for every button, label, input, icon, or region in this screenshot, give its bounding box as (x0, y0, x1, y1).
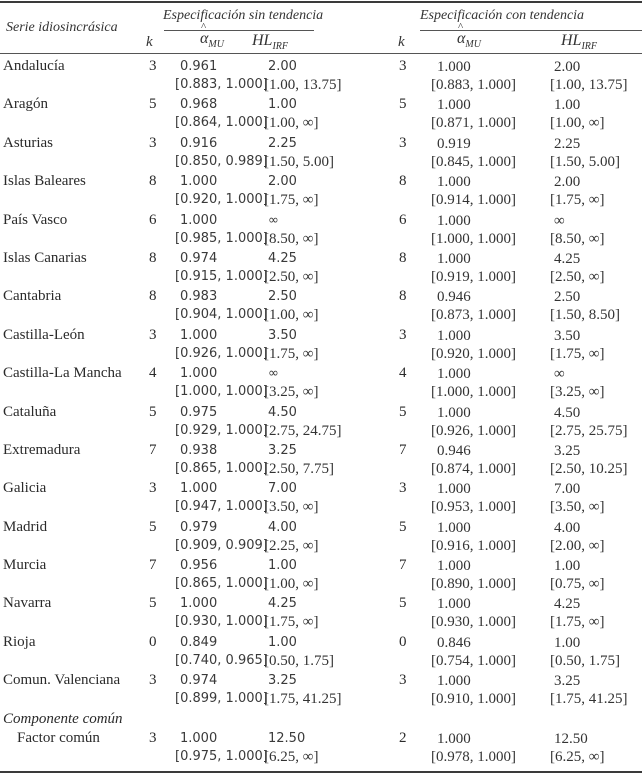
row-name: Factor común (17, 729, 100, 746)
alpha-symbol: ^ α (457, 30, 465, 48)
alpha-con-ci: [1.000, 1.000] (431, 384, 516, 401)
alpha-subscript: MU (208, 39, 224, 51)
k-sin: 5 (149, 96, 157, 113)
alpha-sin: 0.938 (180, 442, 218, 458)
header-k-con: k (398, 34, 405, 50)
row-name: Aragón (3, 96, 48, 113)
table-row (0, 517, 642, 555)
k-con: 3 (399, 58, 407, 74)
alpha-sin: 0.916 (180, 135, 218, 151)
hl-subscript: IRF (272, 41, 288, 53)
alpha-sin-ci: [0.985, 1.000] (175, 230, 268, 246)
alpha-sin: 0.975 (180, 404, 218, 420)
hl-sin: 2.00 (268, 59, 297, 74)
alpha-sin-ci: [1.000, 1.000] (175, 384, 268, 400)
hl-sin: 1.00 (268, 634, 297, 650)
alpha-con-ci: [0.874, 1.000] (431, 460, 516, 477)
row-name: Andalucía (3, 58, 65, 74)
header-hl-sin (252, 32, 288, 52)
hl-con: 7.00 (554, 481, 581, 498)
hl-sin-ci: [1.75, 41.25] (264, 691, 342, 708)
header-group-sin-tendencia: Especificación sin tendencia (163, 8, 324, 23)
alpha-sin-ci: [0.850, 0.989] (175, 153, 268, 169)
alpha-con: 1.000 (437, 730, 471, 747)
hl-sin: 3.50 (268, 327, 297, 343)
alpha-sin: 1.000 (180, 596, 218, 612)
hl-con: 1.00 (554, 558, 581, 575)
alpha-con: 1.000 (437, 519, 471, 536)
alpha-con-ci: [0.926, 1.000] (431, 422, 516, 439)
hl-con: ∞ (554, 212, 565, 229)
hl-con-ci: [8.50, ∞] (550, 230, 605, 247)
group-rule-sin (164, 30, 314, 31)
hl-con-ci: [1.50, 8.50] (550, 307, 620, 324)
alpha-con: 1.000 (437, 596, 471, 613)
alpha-con-ci: [1.000, 1.000] (431, 230, 516, 247)
hl-con-ci: [1.75, ∞] (550, 614, 605, 631)
k-con: 5 (399, 595, 407, 612)
alpha-con: 1.000 (437, 366, 471, 383)
hl-sin: 3.25 (268, 673, 297, 689)
header-serie: Serie idiosincrásica (6, 20, 118, 35)
k-sin: 3 (149, 134, 157, 151)
k-con: 4 (399, 365, 407, 382)
hl-con-ci: [1.00, ∞] (550, 115, 605, 132)
table-row (0, 632, 642, 670)
hl-sin: 1.00 (268, 97, 297, 113)
row-name: Cataluña (3, 403, 57, 420)
k-sin: 3 (149, 729, 157, 746)
hl-sin: 2.50 (268, 289, 297, 305)
alpha-sin: 0.968 (180, 97, 218, 113)
hl-sin-ci: [1.75, ∞] (264, 345, 319, 362)
table-row (0, 286, 642, 324)
hl-con: 3.25 (554, 442, 581, 459)
hl-con: 4.25 (554, 596, 581, 613)
hl-con: 4.25 (554, 250, 581, 267)
alpha-con: 0.919 (437, 135, 471, 152)
k-sin: 7 (149, 557, 157, 574)
hl-con-ci: [1.75, ∞] (550, 345, 605, 362)
alpha-sin: 0.961 (180, 59, 218, 74)
hl-con-ci: [1.75, ∞] (550, 192, 605, 209)
alpha-con-ci: [0.978, 1.000] (431, 748, 516, 765)
k-con: 8 (399, 249, 407, 266)
hl-con: 4.00 (554, 519, 581, 536)
k-con: 7 (399, 557, 407, 574)
row-name: Castilla-León (3, 326, 85, 343)
k-con: 5 (399, 403, 407, 420)
alpha-sin-ci: [0.915, 1.000] (175, 268, 268, 284)
alpha-sin-ci: [0.920, 1.000] (175, 192, 268, 208)
hl-con: 1.00 (554, 634, 581, 651)
header-alpha-sin (200, 30, 224, 50)
hl-con-ci: [2.75, 25.75] (550, 422, 628, 439)
alpha-sin-ci: [0.899, 1.000] (175, 691, 268, 707)
k-sin: 3 (149, 480, 157, 497)
alpha-con-ci: [0.914, 1.000] (431, 192, 516, 209)
alpha-sin: 1.000 (180, 327, 218, 343)
alpha-con: 1.000 (437, 481, 471, 498)
table-row (0, 210, 642, 248)
hl-con: 12.50 (554, 730, 588, 747)
alpha-con: 1.000 (437, 673, 471, 690)
k-con: 2 (399, 729, 407, 746)
hl-sin: ∞ (268, 366, 279, 382)
alpha-sin-ci: [0.864, 1.000] (175, 115, 268, 131)
alpha-sin-ci: [0.904, 1.000] (175, 307, 268, 323)
alpha-sin-ci: [0.865, 1.000] (175, 576, 268, 592)
alpha-con-ci: [0.930, 1.000] (431, 614, 516, 631)
k-con: 8 (399, 288, 407, 305)
k-con: 6 (399, 211, 407, 228)
alpha-sin-ci: [0.909, 0.909] (175, 537, 268, 553)
alpha-sin: 1.000 (180, 212, 218, 228)
alpha-sin-ci: [0.930, 1.000] (175, 614, 268, 630)
row-name: Asturias (3, 134, 53, 151)
row-name: Extremadura (3, 441, 81, 458)
alpha-con: 0.946 (437, 289, 471, 306)
k-con: 5 (399, 518, 407, 535)
alpha-sin: 0.956 (180, 558, 218, 574)
alpha-con-ci: [0.871, 1.000] (431, 115, 516, 132)
alpha-con: 1.000 (437, 327, 471, 344)
table-row (0, 248, 642, 286)
alpha-sin: 1.000 (180, 730, 218, 746)
row-name: Galicia (3, 480, 47, 497)
k-con: 0 (399, 633, 407, 650)
alpha-con-ci: [0.953, 1.000] (431, 499, 516, 516)
table-row (0, 363, 642, 401)
hl-sin-ci: [1.75, ∞] (264, 192, 319, 209)
table-row (0, 670, 642, 708)
table-body (0, 56, 642, 766)
table-row (0, 133, 642, 171)
k-sin: 5 (149, 518, 157, 535)
alpha-con-ci: [0.916, 1.000] (431, 537, 516, 554)
hl-sin-ci: [6.25, ∞] (264, 748, 319, 765)
alpha-sin: 0.974 (180, 673, 218, 689)
hl-sin-ci: [1.00, ∞] (264, 307, 319, 324)
table-row (0, 171, 642, 209)
hl-sin: 4.00 (268, 519, 297, 535)
alpha-con: 1.000 (437, 212, 471, 229)
k-con: 7 (399, 441, 407, 458)
hl-con-ci: [2.50, 10.25] (550, 460, 628, 477)
k-sin: 3 (149, 672, 157, 689)
alpha-con: 0.846 (437, 634, 471, 651)
alpha-sin: 1.000 (180, 366, 218, 382)
alpha-con-ci: [0.845, 1.000] (431, 153, 516, 170)
section-row (0, 709, 642, 728)
alpha-sin-ci: [0.926, 1.000] (175, 345, 268, 361)
alpha-con-ci: [0.873, 1.000] (431, 307, 516, 324)
alpha-con: 1.000 (437, 250, 471, 267)
table-row (0, 56, 642, 94)
alpha-con-ci: [0.890, 1.000] (431, 576, 516, 593)
hl-con: 3.25 (554, 673, 581, 690)
hl-con-ci: [2.00, ∞] (550, 537, 605, 554)
hl-sin-ci: [2.50, 7.75] (264, 460, 334, 477)
alpha-con-ci: [0.910, 1.000] (431, 691, 516, 708)
hl-sin: 1.00 (268, 558, 297, 574)
table-row (0, 402, 642, 440)
table-row (0, 728, 642, 766)
k-con: 3 (399, 672, 407, 689)
k-sin: 0 (149, 633, 157, 650)
alpha-subscript: MU (465, 39, 481, 51)
hl-con-ci: [1.75, 41.25] (550, 691, 628, 708)
hl-con: ∞ (554, 366, 565, 383)
alpha-con-ci: [0.919, 1.000] (431, 268, 516, 285)
table-top-rule (0, 1, 642, 3)
hl-subscript: IRF (581, 41, 597, 53)
row-name: Murcia (3, 557, 47, 574)
hl-sin-ci: [1.50, 5.00] (264, 153, 334, 170)
row-name: Cantabria (3, 288, 62, 305)
section-label: Componente común (3, 710, 123, 727)
row-name: Rioja (3, 633, 36, 650)
row-name: Castilla-La Mancha (3, 365, 122, 382)
alpha-sin-ci: [0.929, 1.000] (175, 422, 268, 438)
hl-sin-ci: [1.00, ∞] (264, 576, 319, 593)
hl-sin-ci: [1.00, ∞] (264, 115, 319, 132)
row-name: Islas Baleares (3, 173, 86, 190)
table-row (0, 440, 642, 478)
table-row (0, 478, 642, 516)
header-alpha-con (457, 30, 481, 50)
alpha-con-ci: [0.920, 1.000] (431, 345, 516, 362)
hl-sin: 2.00 (268, 174, 297, 190)
k-sin: 5 (149, 403, 157, 420)
hl-sin-ci: [0.50, 1.75] (264, 652, 334, 669)
row-name: Islas Canarias (3, 249, 87, 266)
alpha-sin: 1.000 (180, 174, 218, 190)
hl-sin-ci: [1.75, ∞] (264, 614, 319, 631)
hl-sin: 4.25 (268, 250, 297, 266)
k-sin: 3 (149, 58, 157, 74)
alpha-sin-ci: [0.975, 1.000] (175, 748, 268, 764)
hl-con-ci: [0.75, ∞] (550, 576, 605, 593)
hl-con: 2.25 (554, 135, 581, 152)
hl-sin: ∞ (268, 212, 279, 228)
alpha-sin-ci: [0.883, 1.000] (175, 77, 268, 92)
hl-sin: 4.25 (268, 596, 297, 612)
hl-con-ci: [1.00, 13.75] (550, 77, 628, 93)
k-con: 3 (399, 480, 407, 497)
hl-con: 2.00 (554, 59, 581, 75)
alpha-con: 0.946 (437, 442, 471, 459)
hl-con-ci: [6.25, ∞] (550, 748, 605, 765)
hl-sin-ci: [3.50, ∞] (264, 499, 319, 516)
table-row (0, 555, 642, 593)
hl-con-ci: [1.50, 5.00] (550, 153, 620, 170)
table-row (0, 593, 642, 631)
k-con: 3 (399, 134, 407, 151)
header-hl-con (561, 32, 597, 52)
hl-con: 1.00 (554, 97, 581, 114)
hl-sin-ci: [2.50, ∞] (264, 268, 319, 285)
hl-sin: 12.50 (268, 730, 306, 746)
k-sin: 8 (149, 249, 157, 266)
row-name: Navarra (3, 595, 52, 612)
alpha-symbol: ^ α (200, 30, 208, 48)
group-rule-con (420, 30, 642, 31)
alpha-con: 1.000 (437, 97, 471, 114)
k-sin: 7 (149, 441, 157, 458)
hl-con-ci: [3.50, ∞] (550, 499, 605, 516)
hl-sin-ci: [2.75, 24.75] (264, 422, 342, 439)
hl-con: 4.50 (554, 404, 581, 421)
table-row (0, 94, 642, 132)
alpha-con-ci: [0.754, 1.000] (431, 652, 516, 669)
alpha-con: 1.000 (437, 558, 471, 575)
k-con: 8 (399, 173, 407, 190)
header-bottom-rule (0, 53, 642, 54)
hl-con-ci: [0.50, 1.75] (550, 652, 620, 669)
hl-con-ci: [2.50, ∞] (550, 268, 605, 285)
hl-sin-ci: [2.25, ∞] (264, 537, 319, 554)
hl-sin: 4.50 (268, 404, 297, 420)
header-k-sin: k (146, 34, 153, 50)
hl-sin-ci: [3.25, ∞] (264, 384, 319, 401)
hl-symbol: HL (561, 32, 582, 49)
alpha-sin: 0.979 (180, 519, 218, 535)
row-name: Comun. Valenciana (3, 672, 121, 689)
hl-con: 3.50 (554, 327, 581, 344)
alpha-sin: 0.849 (180, 634, 218, 650)
header-group-con-tendencia: Especificación con tendencia (420, 8, 585, 23)
k-sin: 4 (149, 365, 157, 382)
k-sin: 8 (149, 173, 157, 190)
k-sin: 5 (149, 595, 157, 612)
k-sin: 3 (149, 326, 157, 343)
alpha-con: 1.000 (437, 174, 471, 191)
hl-sin: 2.25 (268, 135, 297, 151)
k-con: 5 (399, 96, 407, 113)
alpha-sin: 0.974 (180, 250, 218, 266)
alpha-sin: 1.000 (180, 481, 218, 497)
alpha-con-ci: [0.883, 1.000] (431, 77, 516, 93)
alpha-sin-ci: [0.947, 1.000] (175, 499, 268, 515)
k-sin: 8 (149, 288, 157, 305)
hl-sin: 7.00 (268, 481, 297, 497)
hl-sin: 3.25 (268, 442, 297, 458)
k-sin: 6 (149, 211, 157, 228)
alpha-sin-ci: [0.865, 1.000] (175, 460, 268, 476)
alpha-sin-ci: [0.740, 0.965] (175, 652, 268, 668)
row-name: Madrid (3, 518, 48, 535)
hl-con-ci: [3.25, ∞] (550, 384, 605, 401)
hl-con: 2.00 (554, 174, 581, 191)
hl-sin-ci: [1.00, 13.75] (264, 77, 342, 93)
hl-con: 2.50 (554, 289, 581, 306)
alpha-con: 1.000 (437, 404, 471, 421)
table-row (0, 325, 642, 363)
row-name: País Vasco (3, 211, 68, 228)
k-con: 3 (399, 326, 407, 343)
hl-sin-ci: [8.50, ∞] (264, 230, 319, 247)
hl-symbol: HL (252, 32, 273, 49)
table-bottom-rule (0, 771, 642, 773)
alpha-sin: 0.983 (180, 289, 218, 305)
alpha-con: 1.000 (437, 59, 471, 75)
